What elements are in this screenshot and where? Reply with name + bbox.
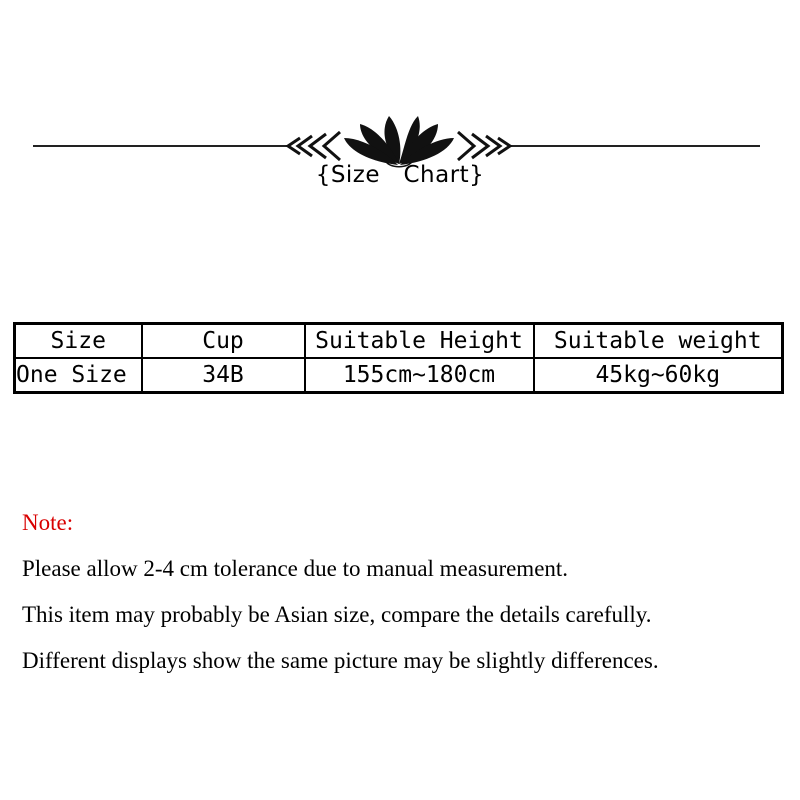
cell-size: One Size — [15, 358, 142, 393]
column-header-weight: Suitable weight — [534, 324, 783, 359]
column-header-size: Size — [15, 324, 142, 359]
table-header-row — [15, 324, 783, 359]
note-line: Please allow 2-4 cm tolerance due to manual measurement. — [22, 556, 569, 581]
cell-weight: 45kg~60kg — [534, 358, 783, 393]
size-chart-title: {Size Chart} — [315, 162, 485, 188]
note-line: Different displays show the same picture may be slightly differences. — [22, 648, 659, 673]
cell-cup: 34B — [142, 358, 305, 393]
cell-height: 155cm~180cm — [305, 358, 534, 393]
size-table — [13, 322, 784, 394]
note-block — [22, 508, 792, 692]
header-ornament — [0, 0, 800, 210]
table-row — [15, 358, 783, 393]
column-header-cup: Cup — [142, 324, 305, 359]
note-title: Note: — [22, 510, 74, 535]
column-header-height: Suitable Height — [305, 324, 534, 359]
note-line: This item may probably be Asian size, compare the details carefully. — [22, 602, 652, 627]
